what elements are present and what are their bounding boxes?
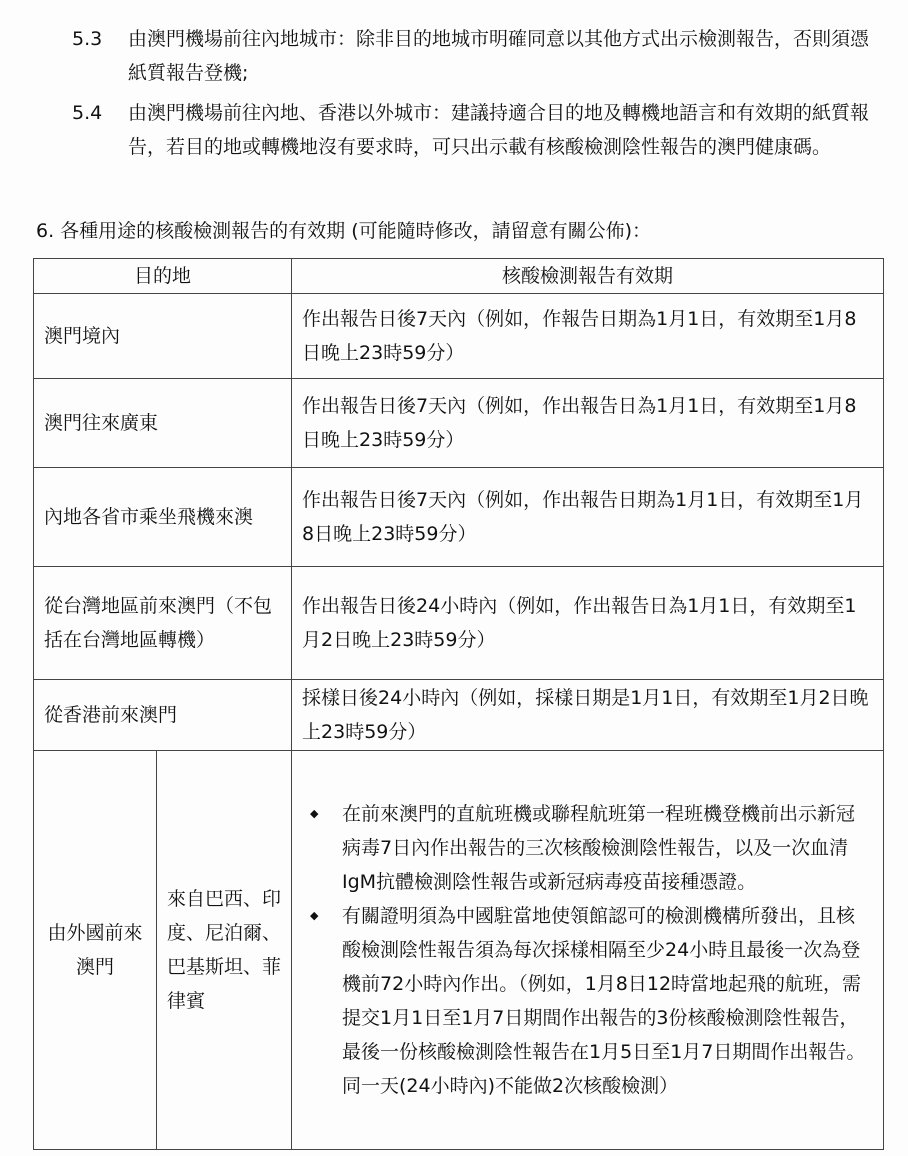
item-text: 由澳門機場前往內地、香港以外城市：建議持適合目的地及轉機地語言和有效期的紙質報告，若目的地或轉機地沒有要求時，可只出示載有核酸檢測陰性報告的澳門健康碼。 [128,102,870,158]
cell-validity: 作出報告日後7天內（例如，作出報告日為1月1日，有效期至1月8日晚上23時59分） [292,379,884,468]
item-5-3 [72,22,872,90]
cell-destination: 內地各省市乘坐飛機來澳 [34,468,292,567]
item-number: 5.3 [72,28,103,50]
section-6-heading: 6. 各種用途的核酸檢測報告的有效期 (可能隨時修改，請留意有關公佈)： [36,220,652,242]
cell-validity: 作出報告日後24小時內（例如，作出報告日為1月1日，有效期至1月2日晚上23時59分） [292,567,884,680]
validity-table [33,258,884,1150]
cell-validity: 採樣日後24小時內（例如，採樣日期是1月1日，有效期至1月2日晚上23時59分） [292,680,884,751]
header-validity: 核酸檢測報告有效期 [292,259,884,294]
item-text: 由澳門機場前往內地城市：除非目的地城市明確同意以其他方式出示檢測報告，否則須憑紙質報告登機; [128,28,870,84]
list-item: ◆ 在前來澳門的直航班機或聯程航班第一程班機登機前出示新冠病毒7日內作出報告的三次核酸檢測陰性報告，以及一次血清IgM抗體檢測陰性報告或新冠病毒疫苗接種憑證。 [342,797,873,899]
cell-validity: 作出報告日後7天內（例如，作報告日期為1月1日，有效期至1月8日晚上23時59分） [292,294,884,379]
header-destination: 目的地 [34,259,292,294]
cell-destination: 從香港前來澳門 [34,680,292,751]
item-number: 5.4 [72,102,103,124]
list-item: ◆ 有關證明須為中國駐當地使領館認可的檢測機構所發出，且核酸檢測陰性報告須為每次採樣相隔至少24小時且最後一次為登機前72小時內作出。（例如，1月8日12時當地起飛的航班，需提交1月1日至1月7日期間作出報告的3份核酸檢測陰性報告，最後一份核酸檢測陰性報告在1月5日至1月7日期間作出報告。同一天(24小時內)不能做2次核酸檢測） [342,899,873,1103]
table-row [34,468,884,567]
cell-destination: 從台灣地區前來澳門（不包括在台灣地區轉機） [34,567,292,680]
cell-destination: 由外國前來澳門 [34,751,157,1150]
table-row [34,567,884,680]
item-5-4 [72,96,872,164]
table-row [34,680,884,751]
cell-destination: 澳門境內 [34,294,292,379]
cell-destination: 澳門往來廣東 [34,379,292,468]
cell-countries: 來自巴西、印度、尼泊爾、巴基斯坦、菲律賓 [157,751,292,1150]
cell-validity [292,751,884,1150]
table-header-row [34,259,884,294]
cell-validity: 作出報告日後7天內（例如，作出報告日期為1月1日，有效期至1月8日晚上23時59分） [292,468,884,567]
table-row [34,379,884,468]
requirements-list [302,797,873,1103]
table-row [34,294,884,379]
table-row-foreign [34,751,884,1150]
